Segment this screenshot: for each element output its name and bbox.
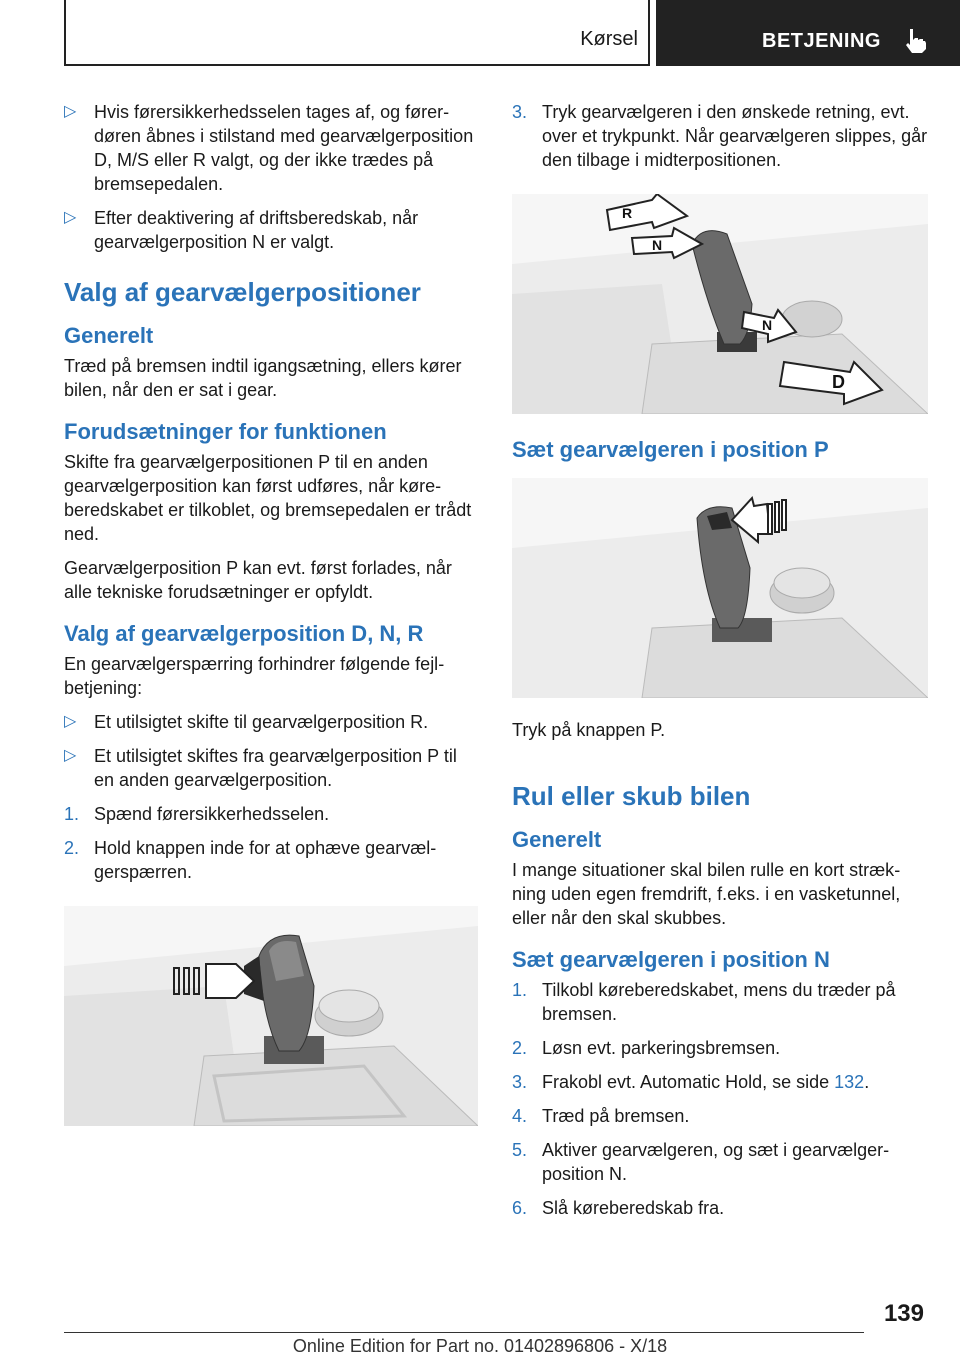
section-title: Kørsel (580, 28, 638, 50)
gear-selector-directions-figure (512, 194, 928, 414)
list-item: ▷ Et utilsigtet skifte til gearvælgerposition R. (64, 712, 429, 732)
step-item: 3. Tryk gearvælgeren i den ønskede retning, evt. over et trykpunkt. Når gearvælgeren slippes, går den tilbage i midterpositionen. (512, 102, 928, 170)
left-column (64, 100, 478, 1146)
triangle-bullet-icon: ▷ (64, 747, 77, 764)
subheading-position-p: Sæt gearvælgeren i position P (512, 437, 829, 462)
footer-edition: Online Edition for Part no. 01402896806 - X/18 (292, 1336, 668, 1356)
section-heading-rul: Rul eller skub bilen (512, 781, 751, 811)
step-item: 2. Løsn evt. parkeringsbremsen. (512, 1038, 781, 1058)
list-item: ▷ Et utilsigtet skiftes fra gearvælgerposition P til en anden gearvælgerposition. (64, 746, 457, 790)
chapter-title: BETJENING (762, 30, 881, 52)
subheading-forudsaetninger: Forudsætninger for funktionen (64, 419, 387, 444)
step-item: 3. Frakobl evt. Automatic Hold, se side 132. (512, 1072, 870, 1092)
fig-label-n-bottom: N (762, 317, 773, 333)
paragraph: Tryk på knappen P. (512, 720, 666, 740)
right-column (512, 100, 928, 1230)
paragraph: Træd på bremsen indtil igangsætning, ellers kører bilen, når den er sat i gear. (64, 356, 462, 400)
section-heading: Valg af gearvælgerpositioner (64, 277, 421, 307)
fig-label-r: R (622, 205, 633, 221)
list-item: ▷ Hvis førersikkerhedsselen tages af, og førerdøren åbnes i stilstand med gearvælgerposition D, M/S eller R valgt, og der ikke trædes på bremsepedalen. (64, 102, 474, 194)
step-item: 5. Aktiver gearvælgeren, og sæt i gearvælgerposition N. (512, 1140, 890, 1184)
paragraph: Skifte fra gearvælgerpositionen P til en anden gearvælgerposition kan først udføres, når køreberedskabet er tilkoblet, og bremsepedalen er trådt ned. (64, 452, 472, 544)
chapter-tab[interactable] (656, 0, 960, 66)
paragraph: Gearvælgerposition P kan evt. først forlades, når alle tekniske forudsætninger er opfyldt. (64, 558, 452, 602)
hand-pointer-icon (902, 27, 928, 55)
paragraph: I mange situationer skal bilen rulle en kort strækning uden egen fremdrift, f.eks. i en vasketunnel, eller når den skal skubbes. (512, 860, 901, 928)
subheading-valg: Valg af gearvælgerposition D, N, R (64, 621, 424, 646)
subheading-generelt: Generelt (64, 323, 154, 348)
list-item: ▷ Efter deaktivering af driftsberedskab, når gearvælgerposition N er valgt. (64, 208, 419, 252)
fig-label-d: D (832, 372, 845, 392)
step-item: 4. Træd på bremsen. (512, 1106, 690, 1126)
gear-selector-unlock-figure (64, 906, 478, 1126)
triangle-bullet-icon: ▷ (64, 713, 77, 730)
subheading-generelt: Generelt (512, 827, 602, 852)
step-item: 2. Hold knappen inde for at ophæve gearvælgerspærren. (64, 838, 437, 882)
page-link[interactable]: 132 (834, 1072, 865, 1092)
header-section-box (64, 0, 650, 66)
footer-divider (64, 1332, 864, 1333)
triangle-bullet-icon: ▷ (64, 103, 77, 120)
step-item: 6. Slå køreberedskab fra. (512, 1198, 725, 1218)
triangle-bullet-icon: ▷ (64, 209, 77, 226)
subheading-position-n: Sæt gearvælgeren i position N (512, 947, 830, 972)
page-number: 139 (883, 1300, 924, 1327)
fig-label-n-top: N (652, 237, 663, 253)
paragraph: En gearvælgerspærring forhindrer følgende fejlbetjening: (64, 654, 445, 698)
gear-selector-p-button-figure (512, 478, 928, 698)
step-item: 1. Spænd førersikkerhedsselen. (64, 804, 330, 824)
step-item: 1. Tilkobl køreberedskabet, mens du træder på bremsen. (512, 980, 896, 1024)
